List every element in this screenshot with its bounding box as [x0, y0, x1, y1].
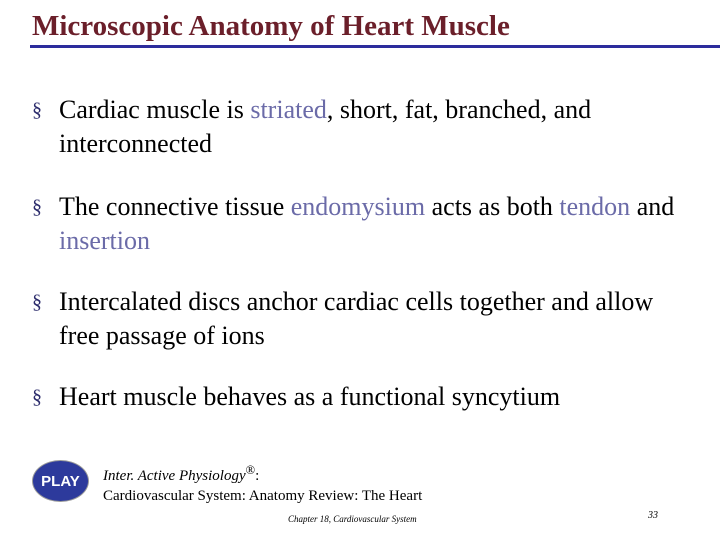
interactive-physiology-link[interactable] [103, 460, 422, 506]
bullet-text: , short, fat, branched, and interconnected [59, 95, 592, 158]
highlight-term: insertion [59, 226, 150, 255]
bullet-item [32, 380, 560, 414]
bullet-marker: § [32, 291, 42, 313]
product-name: Inter. Active Physiology [103, 468, 246, 484]
product-line [103, 460, 422, 486]
bullet-item [32, 285, 692, 353]
bullet-text: Intercalated discs anchor cardiac cells together and allow free passage of ions [59, 287, 654, 350]
bullet-marker: § [32, 99, 42, 121]
highlight-term: striated [250, 95, 327, 124]
product-colon: : [255, 468, 260, 484]
play-button-label: PLAY [41, 472, 80, 490]
title-underline [30, 45, 720, 48]
slide-title: Microscopic Anatomy of Heart Muscle [32, 10, 510, 42]
bullet-item [32, 190, 692, 258]
highlight-term: endomysium [290, 192, 426, 221]
bullet-text: Heart muscle behaves as a functional syncytium [59, 382, 561, 411]
registered-mark: ® [245, 463, 256, 477]
bullet-item [32, 93, 692, 161]
bullet-text: The connective tissue [59, 192, 291, 221]
bullet-marker: § [32, 386, 42, 408]
bullet-text: and [630, 192, 675, 221]
footer-chapter: Chapter 18, Cardiovascular System [288, 514, 417, 524]
bullet-marker: § [32, 196, 42, 218]
play-button[interactable] [32, 460, 89, 502]
bullet-text: Cardiac muscle is [59, 95, 251, 124]
module-name: Cardiovascular System: Anatomy Review: The Heart [103, 488, 423, 504]
highlight-term: tendon [559, 192, 631, 221]
bullet-text: acts as both [425, 192, 560, 221]
page-number: 33 [648, 510, 658, 521]
